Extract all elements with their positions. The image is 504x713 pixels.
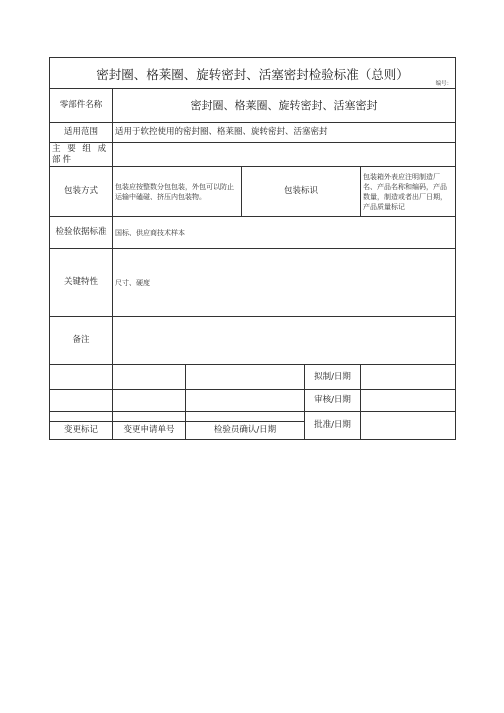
components-row [50, 143, 456, 167]
inspector-cell [186, 390, 305, 412]
part-name-row [50, 89, 456, 123]
inspection-standard-form [49, 57, 455, 440]
basis-label: 检验依据标准 [50, 217, 113, 249]
change-mark-cell [50, 412, 113, 422]
sign-row-draft [50, 365, 456, 390]
components-value [113, 143, 456, 167]
form-table [49, 57, 456, 440]
inspector-confirm-label: 检验员确认/日期 [186, 422, 305, 440]
packing-mark-value: 包装箱外表应注明制造厂名、产品名称和编码，产品数量，制造或者出厂日期，产品质量标记 [361, 167, 456, 217]
change-mark-cell [50, 365, 113, 390]
title-row [50, 58, 456, 89]
key-features-value: 尺寸、硬度 [113, 249, 456, 317]
review-date-value [361, 390, 456, 412]
components-label: 主 要 组 成 部件 [50, 143, 113, 167]
part-name-value: 密封圈、格莱圈、旋转密封、活塞密封 [113, 89, 456, 123]
request-no-cell [113, 365, 186, 390]
draft-date-label: 拟制/日期 [305, 365, 361, 390]
key-features-row [50, 249, 456, 317]
inspector-cell [186, 365, 305, 390]
remarks-value [113, 317, 456, 365]
serial-number-label: 编号： [435, 81, 453, 87]
scope-value: 适用于软控使用的密封圈、格莱圈、旋转密封、活塞密封 [113, 123, 456, 143]
review-date-label: 审核/日期 [305, 390, 361, 412]
inspector-cell [186, 412, 305, 422]
basis-row [50, 217, 456, 249]
packing-row [50, 167, 456, 217]
remarks-row [50, 317, 456, 365]
part-name-label: 零部件名称 [50, 89, 113, 123]
remarks-label: 备注 [50, 317, 113, 365]
form-title: 密封圈、格莱圈、旋转密封、活塞密封检验标准（总则） [96, 67, 409, 82]
change-mark-label: 变更标记 [50, 422, 113, 440]
approve-date-value [361, 412, 456, 440]
sign-row-approve-top [50, 412, 456, 422]
packing-method-label: 包装方式 [50, 167, 113, 217]
sign-row-review [50, 390, 456, 412]
packing-method-value: 包装应按整数分包包装，外包可以防止运输中磕碰、挤压内包装物。 [113, 167, 242, 217]
scope-row [50, 123, 456, 143]
scope-label: 适用范围 [50, 123, 113, 143]
packing-mark-label: 包装标识 [242, 167, 361, 217]
basis-value: 国标、供应商技术样本 [113, 217, 456, 249]
change-mark-cell [50, 390, 113, 412]
title-cell [50, 58, 456, 89]
draft-date-value [361, 365, 456, 390]
request-no-cell [113, 390, 186, 412]
request-no-cell [113, 412, 186, 422]
approve-date-label: 批准/日期 [305, 412, 361, 440]
key-features-label: 关键特性 [50, 249, 113, 317]
change-request-no-label: 变更申请单号 [113, 422, 186, 440]
